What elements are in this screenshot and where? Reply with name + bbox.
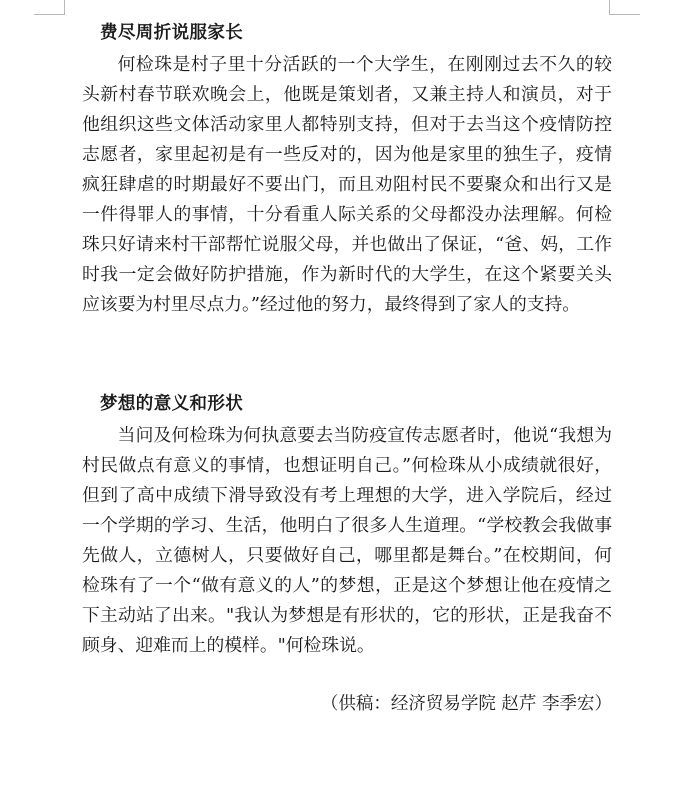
section-heading-persuade-parents: 费尽周折说服家长	[100, 23, 244, 43]
paragraph-dream-meaning: 当问及何检珠为何执意要去当防疫宣传志愿者时，他说“我想为村民做点有意义的事情，也想证明自己。”何检珠从小成绩就很好，但到了高中成绩下滑导致没有考上理想的大学，进入学院后，经过一个学期的学习、生活，他明白了很多人生道理。“学校教会我做事先做人，立德树人，只要做好自己，哪里都是舞台。”在校期间，何检珠有了一个“做有意义的人”的梦想，正是这个梦想让他在疫情之下主动站了出来。"我认为梦想是有形状的，它的形状，正是我奋不顾身、迎难而上的模样。"何检珠说。	[82, 425, 612, 656]
article-credit: （供稿：经济贸易学院 赵芹 李季宏）	[320, 694, 612, 714]
paragraph-persuade-parents: 何检珠是村子里十分活跃的一个大学生，在刚刚过去不久的较头新村春节联欢晚会上，他既是策划者，又兼主持人和演员，对于他组织这些文体活动家里人都特别支持，但对于去当这个疫情防控志愿者，家里起初是有一些反对的，因为他是家里的独生子，疫情疯狂肆虐的时期最好不要出门，而且劝阻村民不要聚众和出行又是一件得罪人的事情，十分看重人际关系的父母都没办法理解。何检珠只好请来村干部帮忙说服父母，并也做出了保证，“爸、妈，工作时我一定会做好防护措施，作为新时代的大学生，在这个紧要关头应该要为村里尽点力。”经过他的努力，最终得到了家人的支持。	[82, 54, 612, 315]
page-corner-mark-right	[609, 0, 640, 15]
section-heading-dream-meaning: 梦想的意义和形状	[100, 394, 244, 414]
page-corner-mark-left	[34, 0, 65, 15]
